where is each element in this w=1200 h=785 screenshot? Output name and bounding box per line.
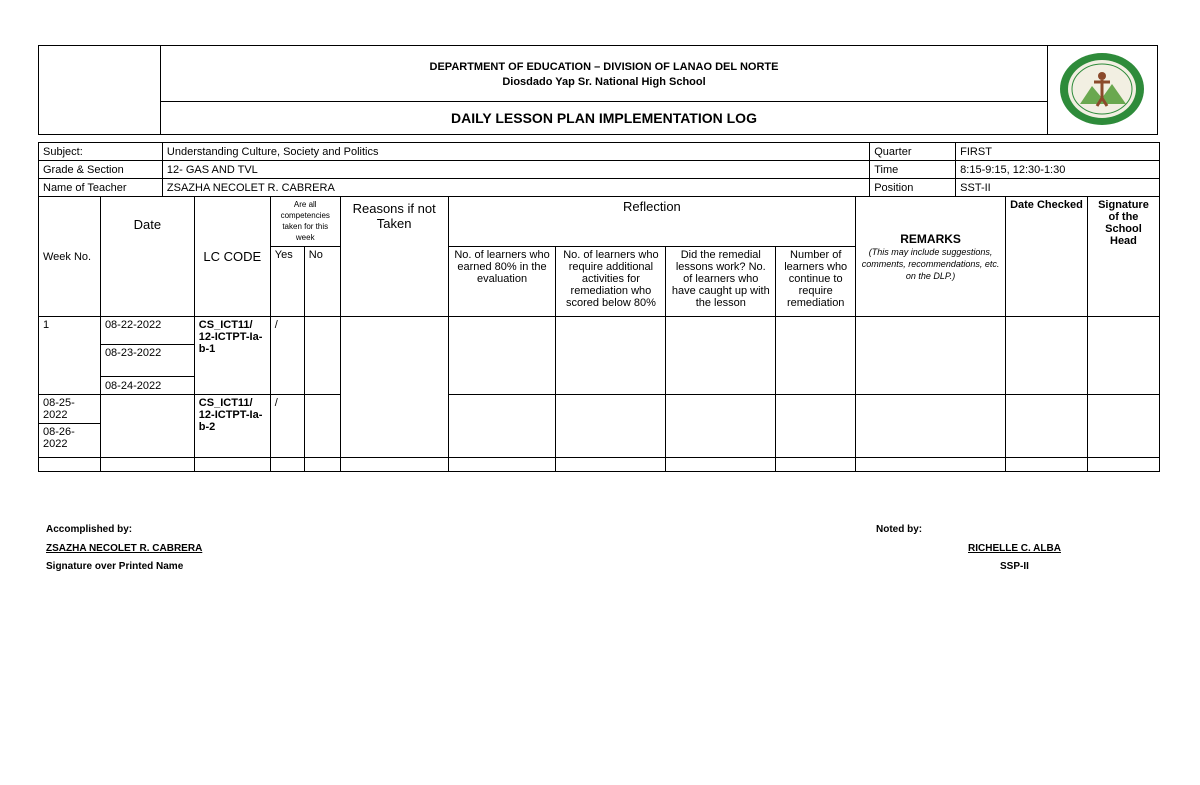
lc-code-cell: CS_ICT11/ 12-ICTPT-Ia-b-2 xyxy=(194,395,270,458)
col-week-no: Week No. xyxy=(39,197,101,317)
department-name: DEPARTMENT OF EDUCATION – DIVISION OF LANAO DEL NORTE xyxy=(429,61,779,73)
noted-label: Noted by: xyxy=(876,524,923,535)
header-department xyxy=(161,60,1047,90)
col-refl-4: Number of learners who continue to require remediation xyxy=(776,247,856,317)
remarks-cell xyxy=(856,395,1006,458)
accomplished-label: Accomplished by: xyxy=(46,524,133,535)
header-left-cell xyxy=(39,46,161,134)
log-table xyxy=(38,196,1160,472)
remarks-heading: REMARKS xyxy=(900,231,961,246)
date-cell: 08-24-2022 xyxy=(100,377,194,395)
empty-cell xyxy=(270,458,304,472)
time-label: Time xyxy=(870,161,956,179)
accomplished-caption: Signature over Printed Name xyxy=(46,561,184,572)
info-row xyxy=(39,179,1160,197)
grade-label: Grade & Section xyxy=(39,161,163,179)
table-row xyxy=(39,317,1160,345)
quarter-value: FIRST xyxy=(956,143,1160,161)
week-cell: 1 xyxy=(39,317,101,395)
table-row xyxy=(39,395,1160,424)
date-cell: 08-26-2022 xyxy=(39,424,101,458)
empty-cell xyxy=(194,458,270,472)
empty-cell xyxy=(1006,458,1088,472)
info-row xyxy=(39,161,1160,179)
signature-cell xyxy=(1087,395,1159,458)
refl-3-cell xyxy=(666,317,776,395)
empty-cell xyxy=(776,458,856,472)
date-checked-cell xyxy=(1006,317,1088,395)
yes-check-cell: / xyxy=(270,395,304,458)
col-lc-code: LC CODE xyxy=(194,197,270,317)
school-seal-icon xyxy=(1048,46,1156,132)
header-divider xyxy=(161,101,1047,102)
empty-cell xyxy=(556,458,666,472)
info-table xyxy=(38,142,1160,197)
noted-name: RICHELLE C. ALBA xyxy=(968,543,1061,554)
col-date-checked: Date Checked xyxy=(1006,197,1088,317)
table-row-empty xyxy=(39,458,1160,472)
col-refl-1: No. of learners who earned 80% in the evaluation xyxy=(448,247,556,317)
col-reasons: Reasons if not Taken xyxy=(340,197,448,317)
refl-1-cell xyxy=(448,395,556,458)
subject-label: Subject: xyxy=(39,143,163,161)
teacher-label: Name of Teacher xyxy=(39,179,163,197)
refl-4-cell xyxy=(776,317,856,395)
refl-3-cell xyxy=(666,395,776,458)
page-title: DAILY LESSON PLAN IMPLEMENTATION LOG xyxy=(451,110,757,126)
col-refl-3: Did the remedial lessons work? No. of learners who have caught up with the lesson xyxy=(666,247,776,317)
accomplished-name: ZSAZHA NECOLET R. CABRERA xyxy=(46,543,203,554)
teacher-value: ZSAZHA NECOLET R. CABRERA xyxy=(162,179,869,197)
week-cell xyxy=(100,395,194,458)
refl-2-cell xyxy=(556,317,666,395)
empty-cell xyxy=(340,458,448,472)
empty-cell xyxy=(666,458,776,472)
date-checked-cell xyxy=(1006,395,1088,458)
col-date: Date xyxy=(100,197,194,317)
info-row xyxy=(39,143,1160,161)
refl-4-cell xyxy=(776,395,856,458)
refl-1-cell xyxy=(448,317,556,395)
lc-code-cell: CS_ICT11/ 12-ICTPT-Ia-b-1 xyxy=(194,317,270,395)
position-label: Position xyxy=(870,179,956,197)
no-cell xyxy=(304,317,340,395)
document-header xyxy=(38,45,1158,135)
date-cell: 08-22-2022 xyxy=(100,317,194,345)
empty-cell xyxy=(1087,458,1159,472)
empty-cell xyxy=(448,458,556,472)
date-cell: 08-23-2022 xyxy=(100,345,194,377)
empty-cell xyxy=(856,458,1006,472)
position-value: SST-II xyxy=(956,179,1160,197)
signature-cell xyxy=(1087,317,1159,395)
col-remarks xyxy=(856,197,1006,317)
remarks-note: (This may include suggestions, comments, recommendations, etc. on the DLP.) xyxy=(861,246,1000,281)
date-cell: 08-25-2022 xyxy=(39,395,101,424)
col-yes: Yes xyxy=(270,247,304,317)
time-value: 8:15-9:15, 12:30-1:30 xyxy=(956,161,1160,179)
col-no: No xyxy=(304,247,340,317)
school-seal-cell xyxy=(1047,46,1157,134)
reasons-cell xyxy=(340,317,448,458)
empty-cell xyxy=(100,458,194,472)
col-reflection: Reflection xyxy=(448,197,856,247)
empty-cell xyxy=(304,458,340,472)
grade-value: 12- GAS AND TVL xyxy=(162,161,869,179)
refl-2-cell xyxy=(556,395,666,458)
header-row xyxy=(39,197,1160,247)
school-name: Diosdado Yap Sr. National High School xyxy=(502,76,706,88)
col-competencies: Are all competencies taken for this week xyxy=(270,197,340,247)
col-signature-head: Signature of the School Head xyxy=(1087,197,1159,317)
quarter-label: Quarter xyxy=(870,143,956,161)
col-refl-2: No. of learners who require additional activities for remediation who scored below 80% xyxy=(556,247,666,317)
empty-cell xyxy=(39,458,101,472)
subject-value: Understanding Culture, Society and Politics xyxy=(162,143,869,161)
yes-check-cell: / xyxy=(270,317,304,395)
no-cell xyxy=(304,395,340,458)
remarks-cell xyxy=(856,317,1006,395)
noted-position: SSP-II xyxy=(1000,561,1029,572)
